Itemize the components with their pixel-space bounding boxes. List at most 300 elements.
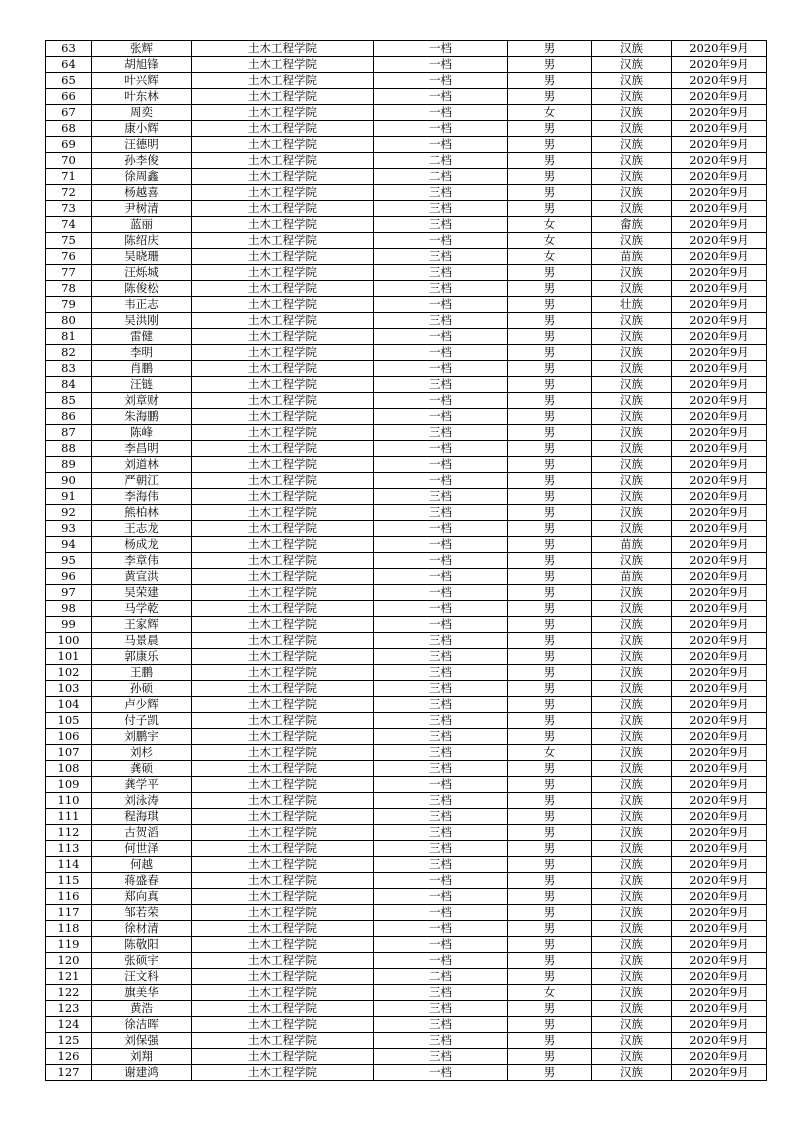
ethnicity-cell: 汉族 (592, 313, 672, 329)
grade-level-cell: 一档 (374, 457, 508, 473)
row-number-cell: 121 (46, 969, 92, 985)
grade-level-cell: 三档 (374, 681, 508, 697)
gender-cell: 男 (508, 1065, 592, 1081)
grade-level-cell: 三档 (374, 1033, 508, 1049)
table-row (46, 569, 767, 585)
gender-cell: 男 (508, 969, 592, 985)
name-cell: 马景晨 (92, 633, 192, 649)
grade-level-cell: 二档 (374, 169, 508, 185)
college-cell: 土木工程学院 (192, 537, 374, 553)
row-number-cell: 109 (46, 777, 92, 793)
college-cell: 土木工程学院 (192, 649, 374, 665)
table-row (46, 169, 767, 185)
grade-level-cell: 一档 (374, 297, 508, 313)
name-cell: 吴洪刚 (92, 313, 192, 329)
table-row (46, 729, 767, 745)
date-cell: 2020年9月 (672, 185, 767, 201)
gender-cell: 女 (508, 745, 592, 761)
name-cell: 胡旭锋 (92, 57, 192, 73)
row-number-cell: 66 (46, 89, 92, 105)
date-cell: 2020年9月 (672, 601, 767, 617)
table-row (46, 233, 767, 249)
date-cell: 2020年9月 (672, 985, 767, 1001)
date-cell: 2020年9月 (672, 521, 767, 537)
date-cell: 2020年9月 (672, 1017, 767, 1033)
grade-level-cell: 三档 (374, 857, 508, 873)
ethnicity-cell: 苗族 (592, 569, 672, 585)
name-cell: 龚硕 (92, 761, 192, 777)
table-row (46, 265, 767, 281)
grade-level-cell: 三档 (374, 281, 508, 297)
table-row (46, 873, 767, 889)
college-cell: 土木工程学院 (192, 1033, 374, 1049)
row-number-cell: 84 (46, 377, 92, 393)
table-row (46, 889, 767, 905)
gender-cell: 男 (508, 73, 592, 89)
college-cell: 土木工程学院 (192, 601, 374, 617)
name-cell: 徐洁晖 (92, 1017, 192, 1033)
table-row (46, 745, 767, 761)
table-row (46, 953, 767, 969)
ethnicity-cell: 汉族 (592, 185, 672, 201)
college-cell: 土木工程学院 (192, 777, 374, 793)
name-cell: 吴荣建 (92, 585, 192, 601)
ethnicity-cell: 汉族 (592, 409, 672, 425)
row-number-cell: 72 (46, 185, 92, 201)
date-cell: 2020年9月 (672, 729, 767, 745)
table-row (46, 377, 767, 393)
name-cell: 吴晓珊 (92, 249, 192, 265)
grade-level-cell: 一档 (374, 937, 508, 953)
college-cell: 土木工程学院 (192, 505, 374, 521)
college-cell: 土木工程学院 (192, 137, 374, 153)
gender-cell: 男 (508, 953, 592, 969)
ethnicity-cell: 苗族 (592, 537, 672, 553)
grade-level-cell: 三档 (374, 1017, 508, 1033)
table-row (46, 185, 767, 201)
table-row (46, 201, 767, 217)
ethnicity-cell: 汉族 (592, 425, 672, 441)
ethnicity-cell: 汉族 (592, 89, 672, 105)
grade-level-cell: 一档 (374, 953, 508, 969)
college-cell: 土木工程学院 (192, 905, 374, 921)
row-number-cell: 96 (46, 569, 92, 585)
table-row (46, 1033, 767, 1049)
college-cell: 土木工程学院 (192, 825, 374, 841)
grade-level-cell: 三档 (374, 665, 508, 681)
ethnicity-cell: 苗族 (592, 249, 672, 265)
date-cell: 2020年9月 (672, 537, 767, 553)
date-cell: 2020年9月 (672, 649, 767, 665)
college-cell: 土木工程学院 (192, 665, 374, 681)
table-row (46, 777, 767, 793)
name-cell: 李昌明 (92, 441, 192, 457)
college-cell: 土木工程学院 (192, 169, 374, 185)
name-cell: 刘道林 (92, 457, 192, 473)
gender-cell: 女 (508, 985, 592, 1001)
college-cell: 土木工程学院 (192, 377, 374, 393)
row-number-cell: 98 (46, 601, 92, 617)
table-row (46, 761, 767, 777)
grade-level-cell: 一档 (374, 233, 508, 249)
date-cell: 2020年9月 (672, 1065, 767, 1081)
name-cell: 尹树清 (92, 201, 192, 217)
table-row (46, 457, 767, 473)
row-number-cell: 70 (46, 153, 92, 169)
date-cell: 2020年9月 (672, 345, 767, 361)
date-cell: 2020年9月 (672, 57, 767, 73)
name-cell: 陈峰 (92, 425, 192, 441)
grade-level-cell: 一档 (374, 569, 508, 585)
table-row (46, 697, 767, 713)
grade-level-cell: 三档 (374, 217, 508, 233)
gender-cell: 男 (508, 777, 592, 793)
grade-level-cell: 一档 (374, 41, 508, 57)
row-number-cell: 118 (46, 921, 92, 937)
gender-cell: 男 (508, 537, 592, 553)
table-row (46, 361, 767, 377)
ethnicity-cell: 汉族 (592, 73, 672, 89)
table-row (46, 1049, 767, 1065)
row-number-cell: 111 (46, 809, 92, 825)
date-cell: 2020年9月 (672, 1033, 767, 1049)
college-cell: 土木工程学院 (192, 697, 374, 713)
date-cell: 2020年9月 (672, 409, 767, 425)
row-number-cell: 63 (46, 41, 92, 57)
date-cell: 2020年9月 (672, 713, 767, 729)
table-row (46, 1065, 767, 1081)
name-cell: 刘鹏宇 (92, 729, 192, 745)
name-cell: 邹若荣 (92, 905, 192, 921)
grade-level-cell: 三档 (374, 201, 508, 217)
row-number-cell: 113 (46, 841, 92, 857)
college-cell: 土木工程学院 (192, 217, 374, 233)
name-cell: 蒋盛春 (92, 873, 192, 889)
name-cell: 郭康乐 (92, 649, 192, 665)
row-number-cell: 93 (46, 521, 92, 537)
grade-level-cell: 三档 (374, 633, 508, 649)
grade-level-cell: 一档 (374, 329, 508, 345)
college-cell: 土木工程学院 (192, 457, 374, 473)
college-cell: 土木工程学院 (192, 185, 374, 201)
ethnicity-cell: 汉族 (592, 1017, 672, 1033)
ethnicity-cell: 汉族 (592, 57, 672, 73)
college-cell: 土木工程学院 (192, 409, 374, 425)
date-cell: 2020年9月 (672, 809, 767, 825)
college-cell: 土木工程学院 (192, 857, 374, 873)
row-number-cell: 108 (46, 761, 92, 777)
grade-level-cell: 三档 (374, 713, 508, 729)
ethnicity-cell: 汉族 (592, 649, 672, 665)
row-number-cell: 73 (46, 201, 92, 217)
college-cell: 土木工程学院 (192, 1017, 374, 1033)
date-cell: 2020年9月 (672, 937, 767, 953)
college-cell: 土木工程学院 (192, 793, 374, 809)
name-cell: 肖鹏 (92, 361, 192, 377)
college-cell: 土木工程学院 (192, 201, 374, 217)
name-cell: 刘翔 (92, 1049, 192, 1065)
grade-level-cell: 三档 (374, 425, 508, 441)
row-number-cell: 81 (46, 329, 92, 345)
college-cell: 土木工程学院 (192, 153, 374, 169)
row-number-cell: 125 (46, 1033, 92, 1049)
college-cell: 土木工程学院 (192, 729, 374, 745)
grade-level-cell: 三档 (374, 697, 508, 713)
grade-level-cell: 一档 (374, 393, 508, 409)
gender-cell: 男 (508, 345, 592, 361)
ethnicity-cell: 汉族 (592, 905, 672, 921)
name-cell: 徐材清 (92, 921, 192, 937)
name-cell: 汪文科 (92, 969, 192, 985)
gender-cell: 男 (508, 921, 592, 937)
date-cell: 2020年9月 (672, 425, 767, 441)
gender-cell: 男 (508, 905, 592, 921)
table-row (46, 1017, 767, 1033)
name-cell: 汪链 (92, 377, 192, 393)
grade-level-cell: 三档 (374, 745, 508, 761)
grade-level-cell: 一档 (374, 409, 508, 425)
grade-level-cell: 一档 (374, 137, 508, 153)
gender-cell: 男 (508, 793, 592, 809)
table-row (46, 937, 767, 953)
date-cell: 2020年9月 (672, 153, 767, 169)
grade-level-cell: 三档 (374, 761, 508, 777)
name-cell: 黄宣洪 (92, 569, 192, 585)
gender-cell: 男 (508, 377, 592, 393)
row-number-cell: 78 (46, 281, 92, 297)
college-cell: 土木工程学院 (192, 105, 374, 121)
ethnicity-cell: 汉族 (592, 937, 672, 953)
date-cell: 2020年9月 (672, 969, 767, 985)
name-cell: 汪烁城 (92, 265, 192, 281)
row-number-cell: 123 (46, 1001, 92, 1017)
row-number-cell: 105 (46, 713, 92, 729)
name-cell: 严朝江 (92, 473, 192, 489)
grade-level-cell: 三档 (374, 249, 508, 265)
name-cell: 王志龙 (92, 521, 192, 537)
date-cell: 2020年9月 (672, 121, 767, 137)
name-cell: 李章伟 (92, 553, 192, 569)
date-cell: 2020年9月 (672, 265, 767, 281)
college-cell: 土木工程学院 (192, 73, 374, 89)
gender-cell: 男 (508, 841, 592, 857)
gender-cell: 男 (508, 681, 592, 697)
gender-cell: 女 (508, 249, 592, 265)
name-cell: 徐周鑫 (92, 169, 192, 185)
grade-level-cell: 三档 (374, 649, 508, 665)
college-cell: 土木工程学院 (192, 297, 374, 313)
table-row (46, 425, 767, 441)
row-number-cell: 107 (46, 745, 92, 761)
row-number-cell: 64 (46, 57, 92, 73)
table-row (46, 985, 767, 1001)
gender-cell: 男 (508, 697, 592, 713)
row-number-cell: 97 (46, 585, 92, 601)
ethnicity-cell: 汉族 (592, 153, 672, 169)
table-row (46, 409, 767, 425)
college-cell: 土木工程学院 (192, 89, 374, 105)
table-row (46, 521, 767, 537)
ethnicity-cell: 汉族 (592, 697, 672, 713)
gender-cell: 男 (508, 409, 592, 425)
college-cell: 土木工程学院 (192, 553, 374, 569)
gender-cell: 男 (508, 585, 592, 601)
name-cell: 康小辉 (92, 121, 192, 137)
grade-level-cell: 一档 (374, 89, 508, 105)
ethnicity-cell: 汉族 (592, 617, 672, 633)
table-row (46, 137, 767, 153)
ethnicity-cell: 汉族 (592, 825, 672, 841)
ethnicity-cell: 汉族 (592, 1065, 672, 1081)
gender-cell: 男 (508, 121, 592, 137)
college-cell: 土木工程学院 (192, 1001, 374, 1017)
date-cell: 2020年9月 (672, 137, 767, 153)
college-cell: 土木工程学院 (192, 521, 374, 537)
college-cell: 土木工程学院 (192, 489, 374, 505)
date-cell: 2020年9月 (672, 489, 767, 505)
name-cell: 孙硕 (92, 681, 192, 697)
gender-cell: 男 (508, 937, 592, 953)
grade-level-cell: 三档 (374, 1049, 508, 1065)
date-cell: 2020年9月 (672, 1049, 767, 1065)
gender-cell: 男 (508, 281, 592, 297)
row-number-cell: 71 (46, 169, 92, 185)
ethnicity-cell: 汉族 (592, 969, 672, 985)
gender-cell: 男 (508, 889, 592, 905)
gender-cell: 男 (508, 89, 592, 105)
ethnicity-cell: 汉族 (592, 1049, 672, 1065)
college-cell: 土木工程学院 (192, 969, 374, 985)
grade-level-cell: 三档 (374, 377, 508, 393)
grade-level-cell: 三档 (374, 505, 508, 521)
ethnicity-cell: 汉族 (592, 857, 672, 873)
date-cell: 2020年9月 (672, 169, 767, 185)
ethnicity-cell: 汉族 (592, 345, 672, 361)
row-number-cell: 94 (46, 537, 92, 553)
college-cell: 土木工程学院 (192, 265, 374, 281)
gender-cell: 男 (508, 649, 592, 665)
grade-level-cell: 三档 (374, 313, 508, 329)
college-cell: 土木工程学院 (192, 1065, 374, 1081)
ethnicity-cell: 壮族 (592, 297, 672, 313)
name-cell: 程海琪 (92, 809, 192, 825)
college-cell: 土木工程学院 (192, 873, 374, 889)
name-cell: 李明 (92, 345, 192, 361)
table-row (46, 489, 767, 505)
table-row (46, 1001, 767, 1017)
ethnicity-cell: 汉族 (592, 585, 672, 601)
ethnicity-cell: 汉族 (592, 489, 672, 505)
table-row (46, 841, 767, 857)
date-cell: 2020年9月 (672, 361, 767, 377)
table-row (46, 649, 767, 665)
name-cell: 朱海鹏 (92, 409, 192, 425)
date-cell: 2020年9月 (672, 665, 767, 681)
name-cell: 何世泽 (92, 841, 192, 857)
name-cell: 古贺滔 (92, 825, 192, 841)
ethnicity-cell: 汉族 (592, 761, 672, 777)
date-cell: 2020年9月 (672, 313, 767, 329)
college-cell: 土木工程学院 (192, 121, 374, 137)
ethnicity-cell: 汉族 (592, 601, 672, 617)
ethnicity-cell: 汉族 (592, 121, 672, 137)
college-cell: 土木工程学院 (192, 585, 374, 601)
name-cell: 刘杉 (92, 745, 192, 761)
college-cell: 土木工程学院 (192, 633, 374, 649)
college-cell: 土木工程学院 (192, 345, 374, 361)
ethnicity-cell: 汉族 (592, 921, 672, 937)
table-row (46, 297, 767, 313)
gender-cell: 男 (508, 361, 592, 377)
grade-level-cell: 一档 (374, 601, 508, 617)
ethnicity-cell: 汉族 (592, 105, 672, 121)
gender-cell: 男 (508, 137, 592, 153)
date-cell: 2020年9月 (672, 793, 767, 809)
row-number-cell: 82 (46, 345, 92, 361)
gender-cell: 男 (508, 633, 592, 649)
grade-level-cell: 三档 (374, 1001, 508, 1017)
row-number-cell: 104 (46, 697, 92, 713)
table-row (46, 441, 767, 457)
ethnicity-cell: 汉族 (592, 793, 672, 809)
table-row (46, 41, 767, 57)
student-aid-table (45, 40, 767, 1081)
row-number-cell: 120 (46, 953, 92, 969)
row-number-cell: 75 (46, 233, 92, 249)
row-number-cell: 115 (46, 873, 92, 889)
table-row (46, 329, 767, 345)
table-row (46, 505, 767, 521)
name-cell: 叶东林 (92, 89, 192, 105)
date-cell: 2020年9月 (672, 681, 767, 697)
date-cell: 2020年9月 (672, 201, 767, 217)
table-row (46, 553, 767, 569)
date-cell: 2020年9月 (672, 921, 767, 937)
table-row (46, 121, 767, 137)
grade-level-cell: 三档 (374, 985, 508, 1001)
name-cell: 龚学平 (92, 777, 192, 793)
row-number-cell: 126 (46, 1049, 92, 1065)
row-number-cell: 110 (46, 793, 92, 809)
gender-cell: 男 (508, 713, 592, 729)
name-cell: 陈绍庆 (92, 233, 192, 249)
grade-level-cell: 一档 (374, 121, 508, 137)
ethnicity-cell: 汉族 (592, 985, 672, 1001)
date-cell: 2020年9月 (672, 457, 767, 473)
gender-cell: 男 (508, 425, 592, 441)
table-row (46, 313, 767, 329)
date-cell: 2020年9月 (672, 473, 767, 489)
grade-level-cell: 一档 (374, 537, 508, 553)
grade-level-cell: 一档 (374, 553, 508, 569)
row-number-cell: 117 (46, 905, 92, 921)
college-cell: 土木工程学院 (192, 425, 374, 441)
grade-level-cell: 一档 (374, 345, 508, 361)
gender-cell: 男 (508, 857, 592, 873)
college-cell: 土木工程学院 (192, 569, 374, 585)
gender-cell: 男 (508, 1001, 592, 1017)
college-cell: 土木工程学院 (192, 361, 374, 377)
table-row (46, 57, 767, 73)
gender-cell: 男 (508, 617, 592, 633)
table-row (46, 153, 767, 169)
grade-level-cell: 一档 (374, 441, 508, 457)
row-number-cell: 95 (46, 553, 92, 569)
gender-cell: 男 (508, 393, 592, 409)
row-number-cell: 88 (46, 441, 92, 457)
row-number-cell: 69 (46, 137, 92, 153)
college-cell: 土木工程学院 (192, 473, 374, 489)
